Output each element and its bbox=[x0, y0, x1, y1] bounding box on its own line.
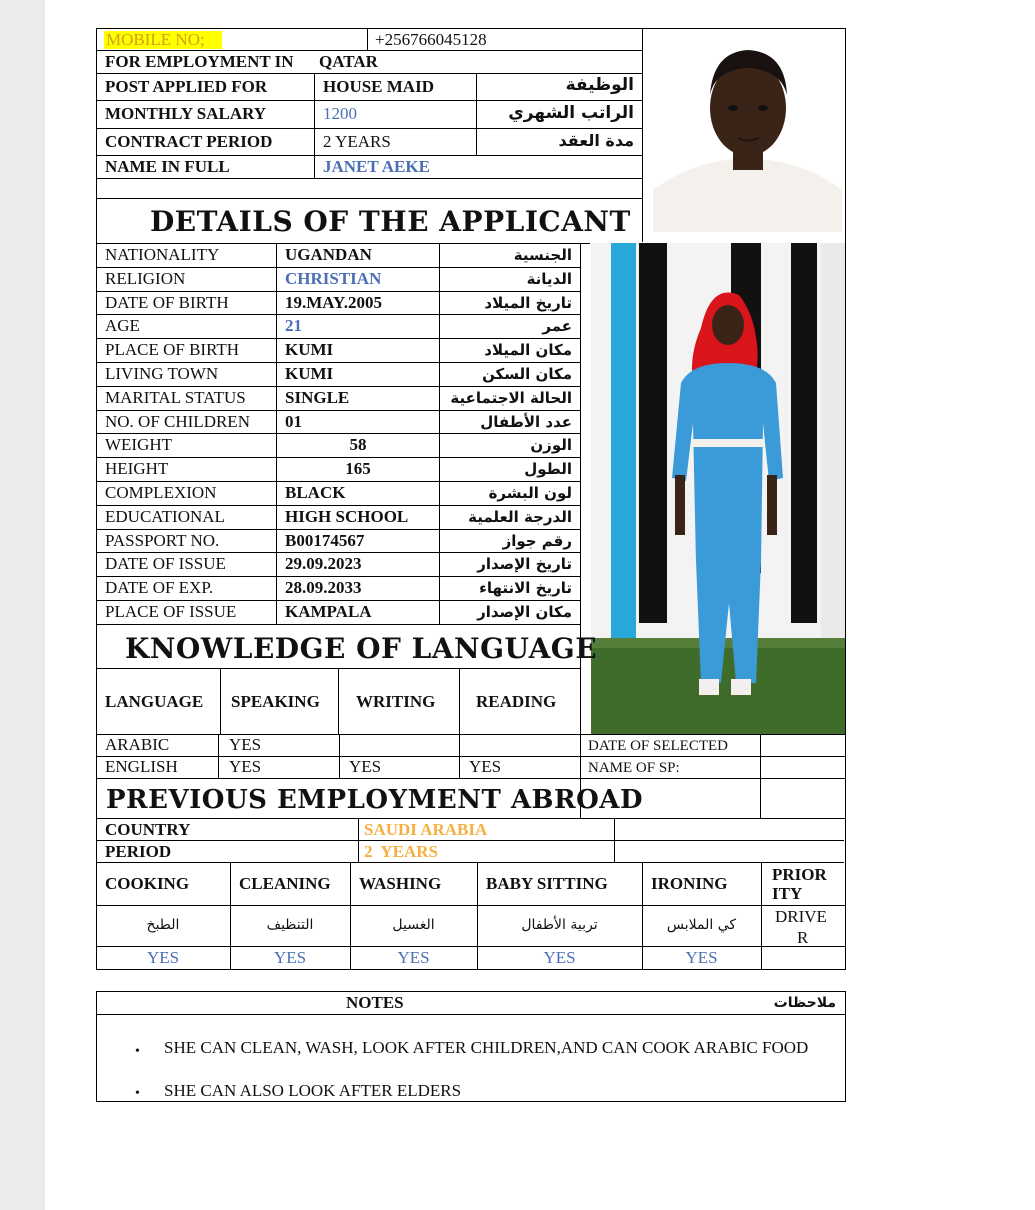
applicant-value: UGANDAN bbox=[285, 245, 372, 264]
skill-label: IRONING bbox=[651, 874, 728, 893]
applicant-label-ar: تاريخ الانتهاء bbox=[479, 579, 572, 597]
applicant-label: RELIGION bbox=[105, 269, 186, 288]
applicant-value: KUMI bbox=[285, 364, 334, 383]
note-bullet-1: • bbox=[135, 1044, 140, 1059]
skill-value: YES bbox=[397, 948, 430, 967]
country-value: SAUDI ARABIA bbox=[364, 820, 488, 839]
skill-label-ar: الغسيل bbox=[392, 917, 435, 933]
skill-label: BABY SITTING bbox=[486, 874, 608, 893]
note-bullet-2: • bbox=[135, 1086, 140, 1101]
lang-row-english-writing: YES bbox=[349, 757, 382, 776]
applicant-label-ar: لون البشرة bbox=[488, 484, 572, 502]
skill-value: YES bbox=[543, 948, 576, 967]
salary-label: MONTHLY SALARY bbox=[105, 104, 267, 123]
contract-value: 2 YEARS bbox=[323, 132, 391, 151]
applicant-label: PASSPORT NO. bbox=[105, 531, 220, 550]
applicant-value: 58 bbox=[349, 435, 367, 454]
applicant-label-ar: مكان الميلاد bbox=[484, 341, 572, 359]
applicant-value: 21 bbox=[285, 316, 302, 335]
applicant-label-ar: مكان السكن bbox=[482, 365, 572, 383]
applicant-title: DETAILS OF THE APPLICANT bbox=[150, 205, 631, 238]
applicant-label-ar: رقم جواز bbox=[502, 532, 572, 550]
lang-row-arabic-language: ARABIC bbox=[105, 735, 170, 754]
applicant-label-ar: مكان الإصدار bbox=[477, 603, 572, 621]
skill-value: YES bbox=[273, 948, 307, 967]
driver-label-line1: DRIVE bbox=[775, 907, 827, 926]
sp-name-label: NAME OF SP: bbox=[588, 760, 680, 776]
applicant-value: 165 bbox=[345, 459, 371, 478]
contract-label: CONTRACT PERIOD bbox=[105, 132, 273, 151]
applicant-value: HIGH SCHOOL bbox=[285, 507, 409, 526]
applicant-label: MARITAL STATUS bbox=[105, 388, 246, 407]
note-item-1: SHE CAN CLEAN, WASH, LOOK AFTER CHILDREN,AND CAN COOK ARABIC FOOD bbox=[164, 1038, 809, 1057]
period-label: PERIOD bbox=[105, 842, 172, 861]
applicant-value: 19.MAY.2005 bbox=[285, 293, 382, 312]
applicant-label-ar: الجنسية bbox=[513, 246, 572, 264]
driver-label-line2: R bbox=[797, 928, 809, 947]
applicant-label-ar: عمر bbox=[542, 317, 572, 335]
name-label: NAME IN FULL bbox=[105, 157, 230, 176]
employment-country: QATAR bbox=[319, 52, 378, 71]
applicant-value: B00174567 bbox=[285, 531, 365, 550]
applicant-label: DATE OF EXP. bbox=[105, 578, 214, 597]
employment-title: PREVIOUS EMPLOYMENT ABROAD bbox=[106, 785, 643, 815]
salary-ar: الراتب الشهري bbox=[508, 103, 634, 123]
applicant-label: WEIGHT bbox=[105, 435, 173, 454]
skill-label-ar: تربية الأطفال bbox=[521, 917, 598, 933]
applicant-label: COMPLEXION bbox=[105, 483, 217, 502]
post-ar: الوظيفة bbox=[565, 75, 634, 95]
post-value: HOUSE MAID bbox=[323, 77, 434, 96]
lang-header-reading: READING bbox=[476, 692, 557, 711]
name-value: JANET AEKE bbox=[323, 157, 430, 176]
skill-label: COOKING bbox=[105, 874, 190, 893]
lang-header-speaking: SPEAKING bbox=[231, 692, 320, 711]
applicant-label-ar: الحالة الاجتماعية bbox=[450, 389, 572, 407]
applicant-label-ar: تاريخ الإصدار bbox=[477, 555, 572, 573]
country-label: COUNTRY bbox=[105, 820, 191, 839]
mobile-value: +256766045128 bbox=[375, 30, 487, 49]
skill-label-ar: الطبخ bbox=[146, 917, 180, 933]
full-body-photo bbox=[591, 243, 845, 734]
applicant-label: PLACE OF BIRTH bbox=[105, 340, 240, 359]
applicant-value: CHRISTIAN bbox=[285, 269, 382, 288]
applicant-label: NATIONALITY bbox=[105, 245, 220, 264]
applicant-value: KUMI bbox=[285, 340, 334, 359]
applicant-label-ar: الديانة bbox=[526, 270, 572, 288]
lang-header-language: LANGUAGE bbox=[105, 692, 204, 711]
applicant-label: NO. OF CHILDREN bbox=[105, 412, 250, 431]
skill-label: WASHING bbox=[359, 874, 442, 893]
applicant-value: 29.09.2023 bbox=[285, 554, 362, 573]
lang-row-english-language: ENGLISH bbox=[105, 757, 178, 776]
applicant-label-ar: الدرجة العلمية bbox=[468, 508, 572, 526]
notes-label: NOTES bbox=[346, 993, 404, 1012]
skill-label-ar: كي الملابس bbox=[666, 917, 737, 933]
applicant-value: 01 bbox=[285, 412, 302, 431]
skill-label-ar: التنظيف bbox=[266, 917, 314, 933]
applicant-label: AGE bbox=[105, 316, 140, 335]
contract-ar: مدة العقد bbox=[558, 131, 634, 150]
applicant-value: 28.09.2033 bbox=[285, 578, 362, 597]
lang-row-english-reading: YES bbox=[469, 757, 502, 776]
post-label: POST APPLIED FOR bbox=[105, 77, 268, 96]
portrait-photo bbox=[653, 40, 842, 232]
priority-label-line1: PRIOR bbox=[772, 865, 827, 884]
applicant-label-ar: عدد الأطفال bbox=[480, 413, 572, 431]
applicant-label: DATE OF BIRTH bbox=[105, 293, 229, 312]
skill-value: YES bbox=[146, 948, 180, 967]
lang-header-writing: WRITING bbox=[356, 692, 436, 711]
notes-label-ar: ملاحظات bbox=[773, 995, 836, 1011]
applicant-label: DATE OF ISSUE bbox=[105, 554, 226, 573]
applicant-label-ar: تاريخ الميلاد bbox=[484, 294, 572, 312]
skill-label: CLEANING bbox=[239, 874, 331, 893]
applicant-value: SINGLE bbox=[285, 388, 350, 407]
applicant-label: LIVING TOWN bbox=[105, 364, 219, 383]
applicant-label: EDUCATIONAL bbox=[105, 507, 225, 526]
language-title: KNOWLEDGE OF LANGUAGE bbox=[125, 632, 598, 665]
period-value: 2 YEARS bbox=[364, 842, 438, 861]
page-gutter bbox=[0, 0, 45, 1210]
applicant-label-ar: الوزن bbox=[530, 436, 572, 454]
mobile-label: MOBILE NO; bbox=[106, 30, 205, 49]
applicant-value: KAMPALA bbox=[285, 602, 372, 621]
priority-label-line2: ITY bbox=[772, 884, 803, 903]
applicant-label: PLACE OF ISSUE bbox=[105, 602, 237, 621]
skill-value: YES bbox=[685, 948, 718, 967]
applicant-label-ar: الطول bbox=[524, 460, 572, 478]
applicant-label: HEIGHT bbox=[105, 459, 169, 478]
applicant-value: BLACK bbox=[285, 483, 346, 502]
lang-row-english-speaking: YES bbox=[229, 757, 262, 776]
employment-label: FOR EMPLOYMENT IN bbox=[105, 52, 294, 71]
salary-value: 1200 bbox=[323, 104, 357, 123]
note-item-2: SHE CAN ALSO LOOK AFTER ELDERS bbox=[164, 1081, 462, 1100]
date-selected-label: DATE OF SELECTED bbox=[588, 738, 728, 754]
lang-row-arabic-speaking: YES bbox=[229, 735, 262, 754]
